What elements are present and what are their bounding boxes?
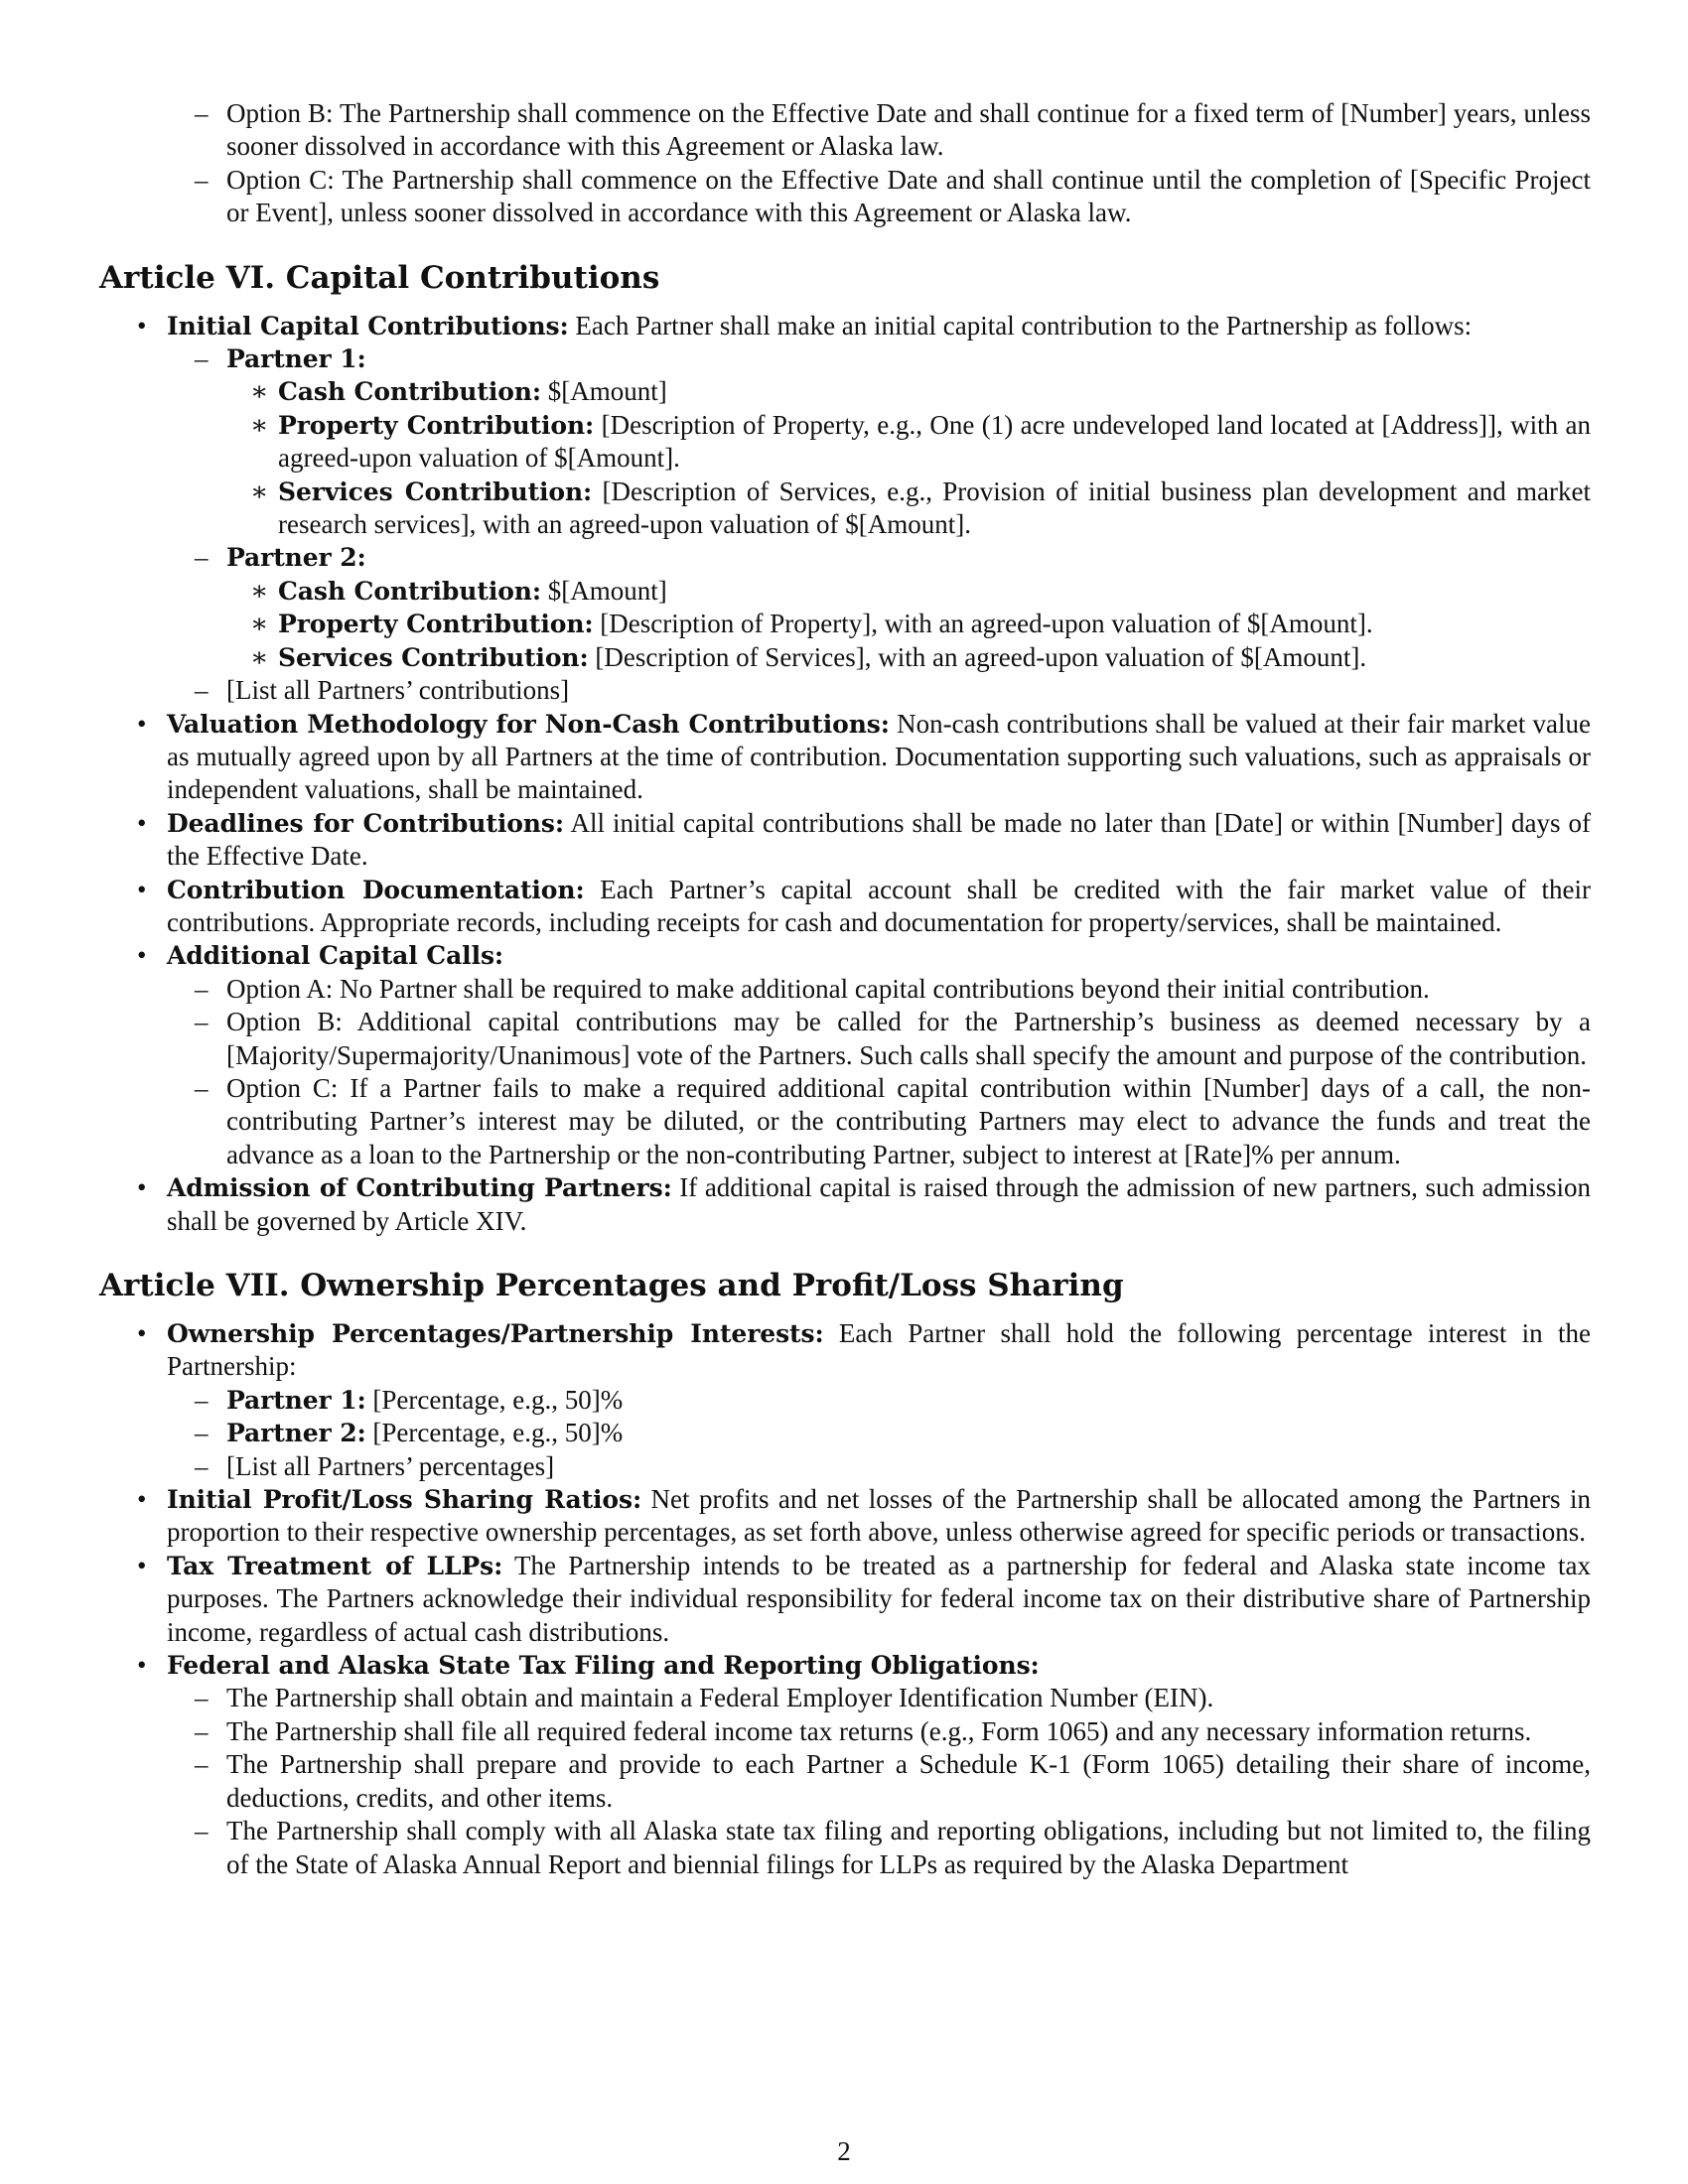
item-label: Federal and Alaska State Tax Filing and Reporting Obligations: bbox=[167, 1651, 1040, 1681]
document-page bbox=[99, 97, 1591, 1881]
item-text: [Description of Services], with an agreed-upon valuation of $[Amount]. bbox=[588, 641, 1367, 672]
list-item: – Option B: The Partnership shall commence on the Effective Date and shall continue for a fixed term of [Number] years, unless sooner dissolved in accordance with this Agreement or Alaska law. bbox=[99, 97, 1591, 164]
item-text: [Percentage, e.g., 50]% bbox=[365, 1418, 624, 1448]
list-item bbox=[99, 939, 1591, 1171]
list-item: – The Partnership shall file all required federal income tax returns (e.g., Form 1065) and any necessary information returns. bbox=[167, 1715, 1591, 1748]
list-item: – Option C: If a Partner fails to make a required additional capital contribution within [Number] days of a call, the non-contributing Partner’s interest may be diluted, or the contributing Partners may elect to advance the funds and treat the advance as a loan to the Partnership or the non-contributing Partner, subject to interest at [Rate]% per annum. bbox=[167, 1072, 1591, 1171]
article-vi-heading: Article VI. Capital Contributions bbox=[99, 259, 660, 296]
item-label: Admission of Contributing Partners: bbox=[167, 1173, 672, 1203]
list-item bbox=[226, 641, 1591, 674]
item-text: $[Amount] bbox=[541, 376, 667, 407]
list-item bbox=[226, 409, 1591, 476]
item-text: Each Partner’s capital account shall be credited with the fair market value of their contributions. Appropriate records, including receipts for cash and documentation for property/services, shall be maintained. bbox=[167, 874, 1591, 937]
contribution-list bbox=[226, 575, 1591, 674]
item-text: Each Partner shall hold the following percentage interest in the Partnership: bbox=[167, 1318, 1591, 1382]
item-label: Cash Contribution: bbox=[278, 377, 541, 407]
list-item: – The Partnership shall obtain and maintain a Federal Employer Identification Number (EIN). bbox=[167, 1682, 1591, 1714]
item-text: Net profits and net losses of the Partnership shall be allocated among the Partners in proportion to their respective ownership percentages, as set forth above, unless otherwise agreed for specific periods or transactions. bbox=[167, 1484, 1591, 1548]
list-item bbox=[99, 708, 1591, 807]
item-text: [Description of Property], with an agreed-upon valuation of $[Amount]. bbox=[593, 609, 1373, 639]
item-label: Partner 2: bbox=[226, 543, 366, 573]
item-text: Non-cash contributions shall be valued at their fair market value as mutually agreed upon by all Partners at the time of contribution. Documentation supporting such valuations, such as appraisals or independent valuations, shall be maintained. bbox=[167, 708, 1591, 805]
list-item: – The Partnership shall prepare and provide to each Partner a Schedule K-1 (Form 1065) detailing their share of income, deductions, credits, and other items. bbox=[167, 1748, 1591, 1815]
capital-call-options bbox=[167, 973, 1591, 1171]
list-item bbox=[167, 342, 1591, 541]
filing-obligations-list bbox=[167, 1682, 1591, 1880]
item-text: [Description of Services, e.g., Provision of initial business plan development and market research services], with an agreed-upon valuation of $[Amount]. bbox=[278, 476, 1591, 540]
list-item bbox=[226, 476, 1591, 542]
list-item bbox=[99, 1317, 1591, 1483]
item-text: [Percentage, e.g., 50]% bbox=[365, 1384, 624, 1415]
item-label: Additional Capital Calls: bbox=[167, 941, 504, 971]
list-item bbox=[99, 1171, 1591, 1238]
ownership-list bbox=[167, 1384, 1591, 1483]
item-text: If additional capital is raised through the admission of new partners, such admission shall be governed by Article XIV. bbox=[167, 1172, 1592, 1236]
item-label: Partner 2: bbox=[226, 1419, 366, 1448]
article-vii-heading: Article VII. Ownership Percentages and Profit/Loss Sharing bbox=[99, 1268, 1124, 1303]
item-label: Tax Treatment of LLPs: bbox=[167, 1551, 503, 1580]
list-item bbox=[99, 310, 1591, 708]
page-number: 2 bbox=[837, 2136, 851, 2166]
item-label: Contribution Documentation: bbox=[167, 875, 585, 904]
list-item: – Option C: The Partnership shall commence on the Effective Date and shall continue until the completion of [Specific Project or Event], unless sooner dissolved in accordance with this Agreement or Alaska law. bbox=[99, 164, 1591, 230]
article-vii-list bbox=[99, 1317, 1591, 1881]
item-text: The Partnership intends to be treated as a partnership for federal and Alaska state income tax purposes. The Partners acknowledge their individual responsibility for federal income tax on their distributive share of Partnership income, regardless of actual cash distributions. bbox=[167, 1550, 1592, 1647]
item-label: Cash Contribution: bbox=[278, 576, 541, 606]
list-item bbox=[99, 807, 1591, 874]
list-item bbox=[167, 1384, 1591, 1417]
list-item bbox=[99, 1483, 1591, 1550]
list-item bbox=[226, 608, 1591, 640]
item-label: Deadlines for Contributions: bbox=[167, 808, 564, 838]
list-item bbox=[226, 375, 1591, 408]
item-label: Ownership Percentages/Partnership Interests: bbox=[167, 1319, 824, 1348]
partner-list bbox=[167, 342, 1591, 707]
list-item bbox=[167, 1417, 1591, 1449]
list-item bbox=[99, 874, 1591, 940]
item-label: Valuation Methodology for Non-Cash Contributions: bbox=[167, 709, 890, 739]
term-options-list bbox=[99, 97, 1591, 230]
list-item: – The Partnership shall comply with all Alaska state tax filing and reporting obligations, including but not limited to, the filing of the State of Alaska Annual Report and biennial filings for LLPs as required by the Alaska Department bbox=[167, 1815, 1591, 1881]
item-label: Property Contribution: bbox=[278, 610, 594, 639]
item-label: Services Contribution: bbox=[278, 477, 593, 506]
item-label: Partner 1: bbox=[226, 344, 366, 374]
item-text: Each Partner shall make an initial capital contribution to the Partnership as follows: bbox=[568, 310, 1473, 341]
contribution-list bbox=[226, 375, 1591, 541]
list-item: – [List all Partners’ contributions] bbox=[167, 674, 1591, 707]
list-item bbox=[99, 1649, 1591, 1881]
list-item: – [List all Partners’ percentages] bbox=[167, 1450, 1591, 1483]
item-label: Initial Profit/Loss Sharing Ratios: bbox=[167, 1485, 642, 1515]
list-item bbox=[99, 1550, 1591, 1649]
item-label: Initial Capital Contributions: bbox=[167, 311, 569, 341]
item-label: Services Contribution: bbox=[278, 642, 589, 672]
item-text: $[Amount] bbox=[541, 575, 667, 606]
list-item bbox=[226, 575, 1591, 608]
item-text: [Description of Property, e.g., One (1) acre undeveloped land located at [Address]], with an agreed-upon valuation of $[Amount]. bbox=[278, 409, 1591, 474]
item-text: All initial capital contributions shall be made no later than [Date] or within [Number] days of the Effective Date. bbox=[167, 807, 1591, 872]
list-item bbox=[167, 541, 1591, 674]
item-label: Partner 1: bbox=[226, 1385, 366, 1415]
item-label: Property Contribution: bbox=[278, 410, 595, 440]
list-item: – Option A: No Partner shall be required to make additional capital contributions beyond their initial contribution. bbox=[167, 973, 1591, 1006]
list-item: – Option B: Additional capital contributions may be called for the Partnership’s business as deemed necessary by a [Majority/Supermajority/Unanimous] vote of the Partners. Such calls shall specify the amount and purpose of the contribution. bbox=[167, 1006, 1591, 1072]
article-vi-list bbox=[99, 310, 1591, 1238]
